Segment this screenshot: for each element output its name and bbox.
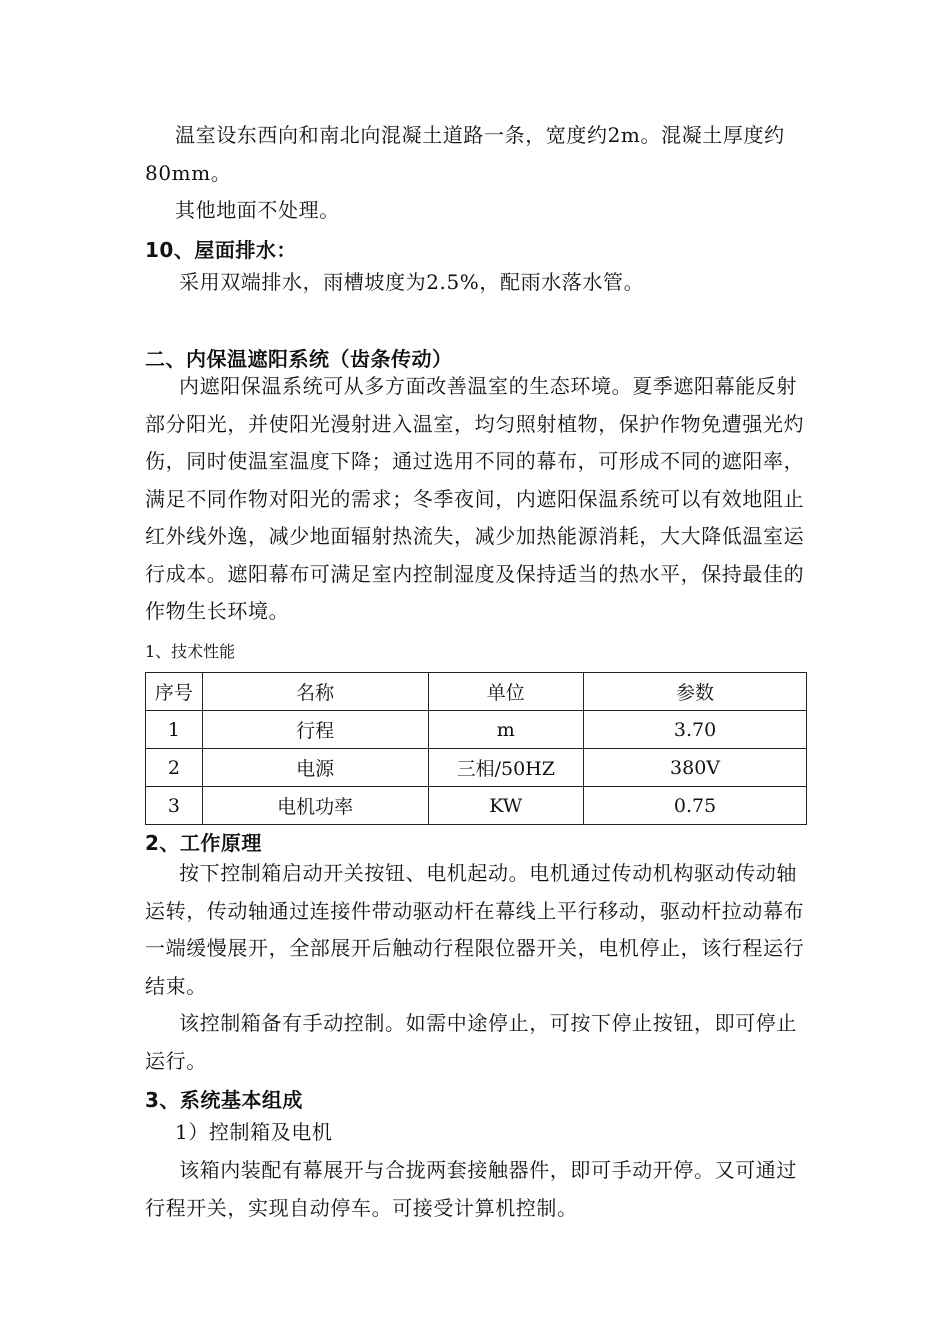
- heading-components: 3、系统基本组成: [145, 1088, 303, 1112]
- header-name: 名称: [202, 673, 428, 711]
- heading-roof-drainage: 10、屋面排水：: [145, 238, 297, 262]
- cell-unit: KW: [428, 787, 584, 825]
- cell-name: 电源: [202, 749, 428, 787]
- cell-unit: 三相/50HZ: [428, 749, 584, 787]
- table-row: [146, 749, 807, 787]
- header-param: 参数: [584, 673, 807, 711]
- table-row: [146, 711, 807, 749]
- cell-index: 2: [146, 749, 203, 787]
- paragraph-control-box: 该箱内装配有幕展开与合拢两套接触器件，即可手动开停。又可通过行程开关，实现自动停车。可接受计算机控制。: [145, 1158, 797, 1220]
- header-index: 序号: [146, 673, 203, 711]
- paragraph-principle-2: 该控制箱备有手动控制。如需中途停止，可按下停止按钮，即可停止运行。: [145, 1011, 797, 1073]
- heading-working-principle: 2、工作原理: [145, 831, 262, 855]
- heading-section-2: 二、内保温遮阳系统（齿条传动）: [145, 347, 453, 371]
- paragraph-principle-1: 按下控制箱启动开关按钮、电机起动。电机通过传动机构驱动传动轴运转，传动轴通过连接件带动驱动杆在幕线上平行移动，驱动杆拉动幕布一端缓慢展开，全部展开后触动行程限位器开关，电机停止，该行程运行结束。: [145, 861, 805, 998]
- paragraph-road: 温室设东西向和南北向混凝土道路一条，宽度约2m。混凝土厚度约80mm。: [145, 123, 785, 185]
- paragraph-drainage: 采用双端排水，雨槽坡度为2.5%，配雨水落水管。: [179, 270, 645, 294]
- header-unit: 单位: [428, 673, 584, 711]
- cell-param: 380V: [584, 749, 807, 787]
- cell-param: 3.70: [584, 711, 807, 749]
- cell-index: 1: [146, 711, 203, 749]
- cell-name: 行程: [202, 711, 428, 749]
- table-row: [146, 787, 807, 825]
- cell-index: 3: [146, 787, 203, 825]
- cell-unit: m: [428, 711, 584, 749]
- subheading-control-box: 1）控制箱及电机: [175, 1120, 333, 1144]
- cell-param: 0.75: [584, 787, 807, 825]
- cell-name: 电机功率: [202, 787, 428, 825]
- paragraph-ground: 其他地面不处理。: [175, 198, 340, 222]
- table-header-row: [146, 673, 807, 711]
- paragraph-intro: 内遮阳保温系统可从多方面改善温室的生态环境。夏季遮阳幕能反射部分阳光，并使阳光漫射进入温室，均匀照射植物，保护作物免遭强光灼伤，同时使温室温度下降；通过选用不同的幕布，可形成不同的遮阳率，满足不同作物对阳光的需求；冬季夜间，内遮阳保温系统可以有效地阻止红外线外逸，减少地面辐射热流失，减少加热能源消耗，大大降低温室运行成本。遮阳幕布可满足室内控制湿度及保持适当的热水平，保持最佳的作物生长环境。: [145, 374, 805, 623]
- spec-table: [145, 672, 807, 825]
- label-tech-performance: 1、技术性能: [145, 642, 236, 661]
